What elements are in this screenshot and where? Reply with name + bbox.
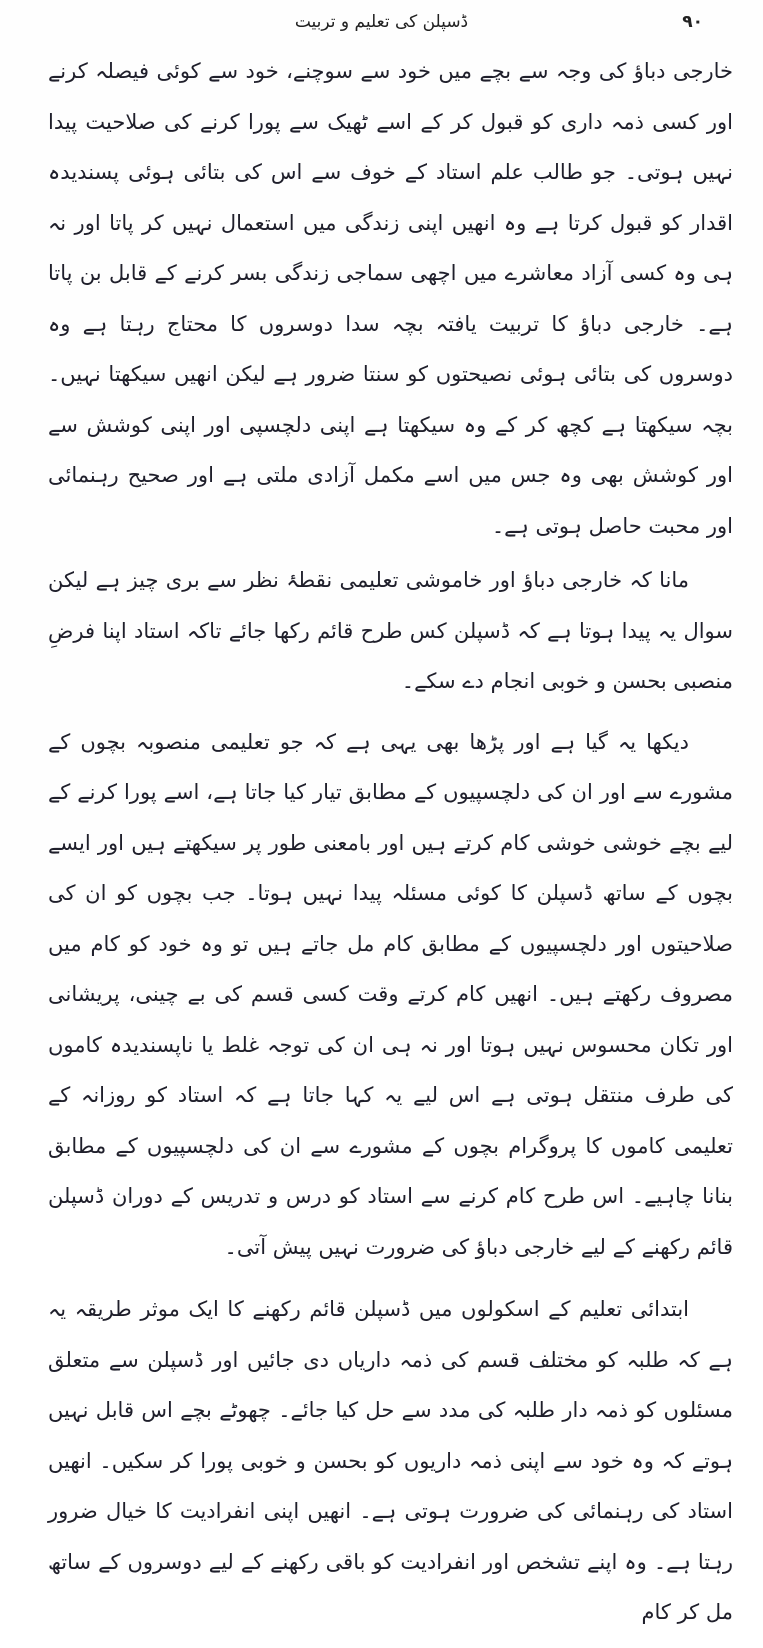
page-header bbox=[40, 8, 723, 42]
paragraph-1: خارجی دباؤ کی وجہ سے بچے میں خود سے سوچنے، خود سے کوئی فیصلہ کرنے اور کسی ذمہ داری کو قبول کر کے اسے ٹھیک سے پورا کرنے کی صلاحیت پیدا نہیں ہوتی۔ جو طالب علم استاد کے خوف سے اس کی بتائی ہوئی پسندیدہ اقدار کو قبول کرتا ہے وہ انھیں اپنی زندگی میں استعمال نہیں کر پاتا اور نہ ہی وہ کسی آزاد معاشرے میں اچھی سماجی زندگی بسر کرنے کے قابل بن پاتا ہے۔ خارجی دباؤ کا تربیت یافتہ بچہ سدا دوسروں کا محتاج رہتا ہے وہ دوسروں کی بتائی ہوئی نصیحتوں کو سنتا ضرور ہے لیکن انھیں سیکھتا نہیں۔ بچہ سیکھتا ہے کچھ کر کے وہ سیکھتا ہے اپنی دلچسپی اور اپنی کوشش سے اور کوشش بھی وہ جس میں اسے مکمل آزادی ملتی ہے اور صحیح رہنمائی اور محبت حاصل ہوتی ہے۔ bbox=[48, 59, 733, 538]
text-body bbox=[48, 46, 733, 1648]
page-number: ۹۰ bbox=[682, 12, 703, 32]
paragraph-3: دیکھا یہ گیا ہے اور پڑھا بھی یہی ہے کہ جو تعلیمی منصوبہ بچوں کے مشورے سے اور ان کی دلچسپیوں کے مطابق تیار کیا جاتا ہے، اسے پورا کرنے کے لیے بچے خوشی خوشی کام کرتے ہیں اور بامعنی طور پر سیکھتے ہیں اور ایسے بچوں کے ساتھ ڈسپلن کا کوئی مسئلہ پیدا نہیں ہوتا۔ جب بچوں کو ان کی صلاحیتوں اور دلچسپیوں کے مطابق کام مل جاتے ہیں تو وہ خود کو کام میں مصروف رکھتے ہیں۔ انھیں کام کرتے وقت کسی قسم کی بے چینی، پریشانی اور تکان محسوس نہیں ہوتا اور نہ ہی ان کی توجہ غلط یا ناپسندیدہ کاموں کی طرف منتقل ہوتی ہے اس لیے یہ کہا جاتا ہے کہ استاد کو روزانہ کے تعلیمی کاموں کا پروگرام بچوں کے مشورے سے ان کی دلچسپیوں کے مطابق بنانا چاہیے۔ اس طرح کام کرنے سے استاد کو درس و تدریس کے دوران ڈسپلن قائم رکھنے کے لیے خارجی دباؤ کی ضرورت نہیں پیش آتی۔ bbox=[48, 729, 733, 1259]
paragraph-4: ابتدائی تعلیم کے اسکولوں میں ڈسپلن قائم رکھنے کا ایک موثر طریقہ یہ ہے کہ طلبہ کو مختلف قسم کی ذمہ داریاں دی جائیں اور ڈسپلن سے متعلق مسئلوں کو ذمہ دار طلبہ کی مدد سے حل کیا جائے۔ چھوٹے بچے اس قابل نہیں ہوتے کہ وہ خود سے اپنی ذمہ داریوں کو بحسن و خوبی پورا کر سکیں۔ انھیں استاد کی رہنمائی کی ضرورت ہوتی ہے۔ انھیں اپنی انفرادیت کا خیال ضرور رہتا ہے۔ وہ اپنے تشخص اور انفرادیت کو باقی رکھنے کے لیے دوسروں کے ساتھ مل کر کام bbox=[48, 1297, 733, 1624]
running-title: ڈسپلن کی تعلیم و تربیت bbox=[294, 12, 469, 32]
paragraph-2: مانا کہ خارجی دباؤ اور خاموشی تعلیمی نقطۂ نظر سے بری چیز ہے لیکن سوال یہ پیدا ہوتا ہے کہ ڈسپلن کس طرح قائم رکھا جائے تاکہ استاد اپنا فرضِ منصبی بحسن و خوبی انجام دے سکے۔ bbox=[48, 568, 733, 693]
